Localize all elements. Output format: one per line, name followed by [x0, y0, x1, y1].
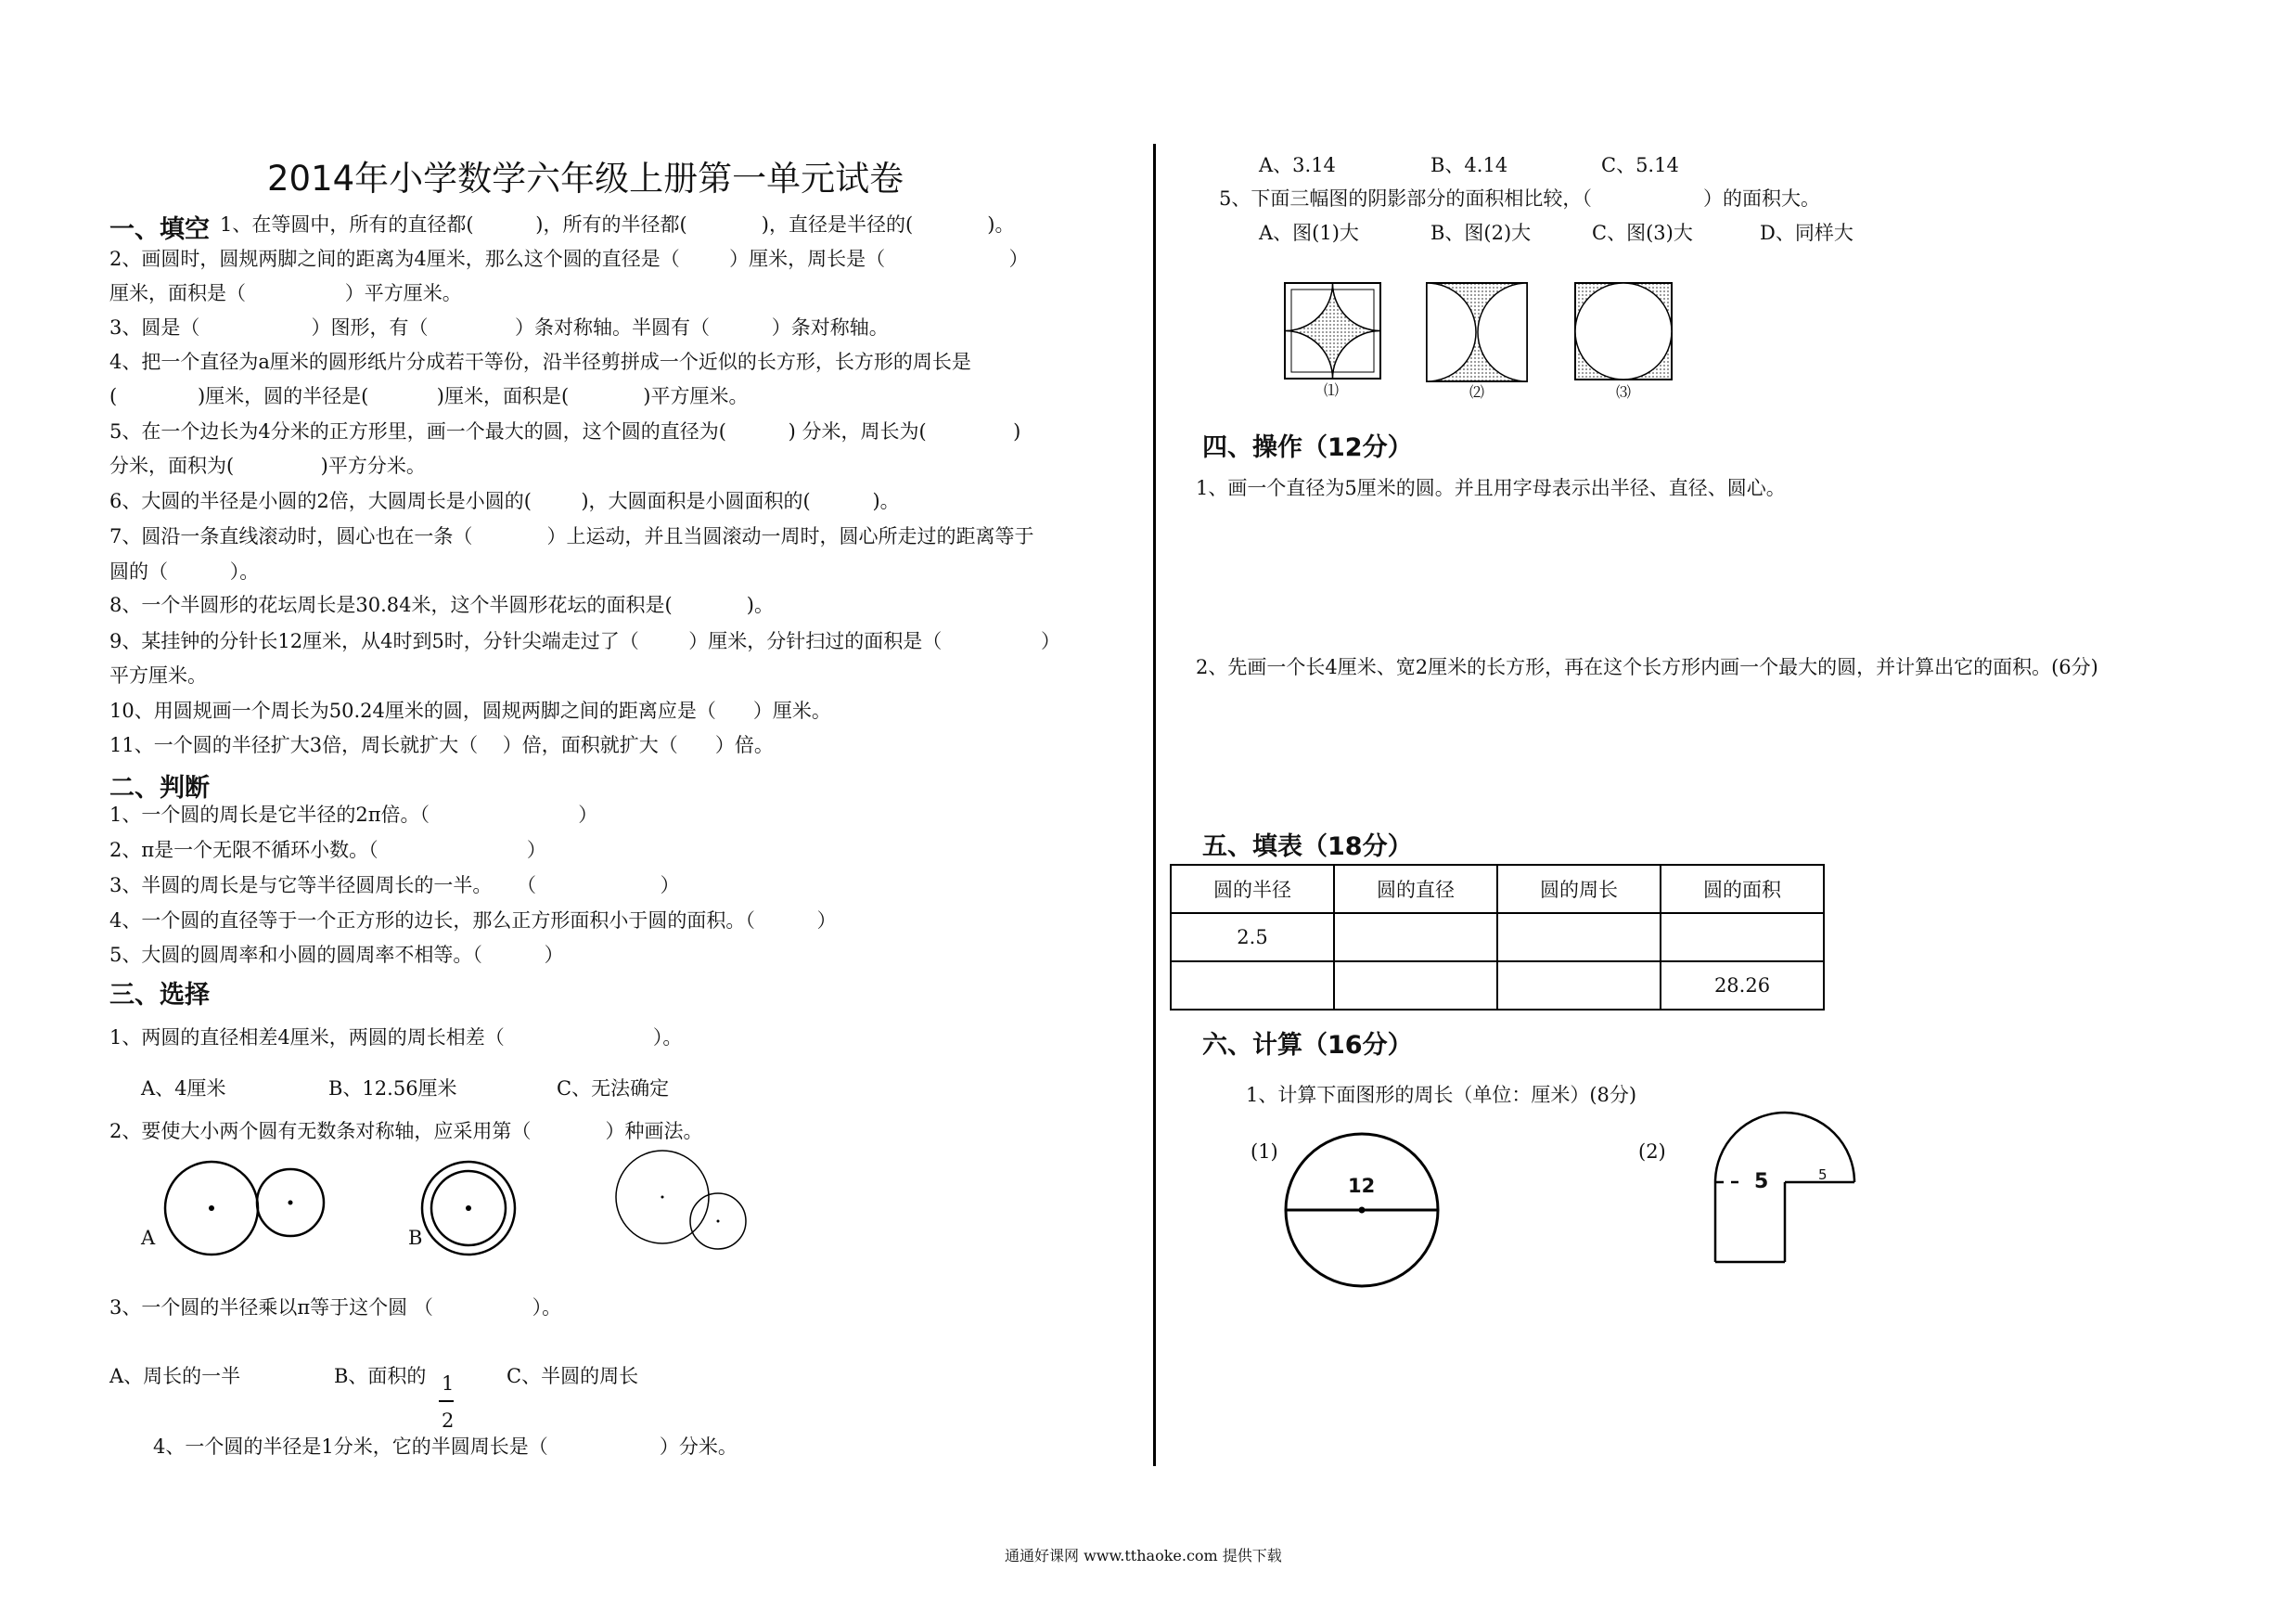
figure-2-label: ⑵	[1469, 383, 1485, 401]
judge-line-2: 2、π是一个无限不循环小数。（ ）	[109, 839, 546, 861]
operation-q2: 2、先画一个长4厘米、宽2厘米的长方形，再在这个长方形内画一个最大的圆，并计算出它的面积。(6分)	[1196, 656, 2098, 678]
choice-q5: 5、下面三幅图的阴影部分的面积相比较，（ ）的面积大。	[1219, 187, 1821, 210]
calc-figures	[1280, 1104, 1874, 1308]
judge-line-3: 3、半圆的周长是与它等半径圆周长的一半。 （ ）	[109, 874, 680, 896]
q5-option-a: A、图(1)大	[1259, 222, 1359, 244]
calc-compound-shape	[1715, 1113, 1854, 1262]
section-2-heading: 二、判断	[109, 774, 210, 803]
figure-1	[1285, 283, 1380, 379]
fill-line-8: 分米，面积为( )平方分米。	[109, 455, 426, 477]
table-header-cell: 圆的周长	[1497, 865, 1661, 913]
calc-figure-1-value: 12	[1348, 1175, 1376, 1197]
table-header-cell: 圆的直径	[1334, 865, 1497, 913]
judge-line-1: 1、一个圆的周长是它半径的2π倍。（ ）	[109, 804, 598, 826]
choice-q3: 3、一个圆的半径乘以π等于这个圆 （ ）。	[109, 1296, 562, 1319]
table-header-cell: 圆的半径	[1171, 865, 1334, 913]
table-cell	[1497, 961, 1661, 1010]
fill-line-11: 圆的（ ）。	[109, 560, 260, 583]
section-3-heading: 三、选择	[109, 981, 210, 1010]
section-6-heading: 六、计算（16分）	[1202, 1031, 1413, 1060]
choice-q2: 2、要使大小两个圆有无数条对称轴，应采用第（ ）种画法。	[109, 1120, 703, 1142]
shaded-figures	[1280, 278, 1679, 390]
q5-option-b: B、图(2)大	[1430, 222, 1532, 244]
choice-q1: 1、两圆的直径相差4厘米，两圆的周长相差（ ）。	[109, 1026, 683, 1049]
circle-drawings	[130, 1151, 649, 1262]
fill-line-16: 11、一个圆的半径扩大3倍，周长就扩大（ ）倍，面积就扩大（ ）倍。	[109, 734, 774, 756]
drawing-a	[165, 1162, 324, 1255]
fill-line-1: 1、在等圆中，所有的直径都( )，所有的半径都( )，直径是半径的( )。	[220, 213, 1015, 236]
calc-figure-2-label: (2)	[1638, 1140, 1666, 1163]
drawing-b	[422, 1162, 515, 1255]
table-cell	[1497, 913, 1661, 961]
calc-figure-2-value-a: 5	[1754, 1170, 1769, 1193]
drawing-b-label: B	[408, 1227, 423, 1249]
choice-q1-option-b: B、12.56厘米	[328, 1077, 457, 1100]
q5-option-d: D、同样大	[1760, 222, 1853, 244]
fill-line-4: 3、圆是（ ）图形，有（ ）条对称轴。半圆有（ ）条对称轴。	[109, 316, 889, 339]
operation-q1: 1、画一个直径为5厘米的圆。并且用字母表示出半径、直径、圆心。	[1196, 477, 1786, 499]
choice-q1-option-c: C、无法确定	[557, 1077, 670, 1100]
calc-figure-1-label: (1)	[1251, 1140, 1278, 1163]
table-cell: 2.5	[1171, 913, 1334, 961]
q5-option-c: C、图(3)大	[1592, 222, 1693, 244]
fraction-denominator: 2	[442, 1410, 455, 1432]
fraction-bar	[439, 1400, 454, 1402]
section-5-heading: 五、填表（18分）	[1202, 832, 1413, 861]
calc-circle	[1286, 1134, 1438, 1286]
fill-line-7: 5、在一个边长为4分米的正方形里，画一个最大的圆，这个圆的直径为( ) 分米，周长为( )	[109, 420, 1021, 443]
choice-q4: 4、一个圆的半径是1分米，它的半圆周长是（ ）分米。	[153, 1435, 738, 1458]
column-divider	[1153, 144, 1156, 1466]
fill-line-6: ( )厘米，圆的半径是( )厘米，面积是( )平方厘米。	[109, 385, 749, 407]
judge-line-4: 4、一个圆的直径等于一个正方形的边长，那么正方形面积小于圆的面积。（ ）	[109, 909, 837, 932]
fill-line-12: 8、一个半圆形的花坛周长是30.84米，这个半圆形花坛的面积是( )。	[109, 594, 774, 616]
fill-line-15: 10、用圆规画一个周长为50.24厘米的圆，圆规两脚之间的距离应是（ ）厘米。	[109, 700, 831, 722]
fill-line-10: 7、圆沿一条直线滚动时，圆心也在一条（ ）上运动，并且当圆滚动一周时，圆心所走过的距离等于	[109, 525, 1034, 547]
q4-option-b: B、4.14	[1430, 154, 1508, 176]
section-4-heading: 四、操作（12分）	[1202, 433, 1413, 462]
q4-option-c: C、5.14	[1601, 154, 1679, 176]
figure-3-label: ⑶	[1616, 383, 1632, 401]
calc-q1: 1、计算下面图形的周长（单位：厘米）(8分)	[1246, 1084, 1637, 1106]
fill-line-5: 4、把一个直径为a厘米的圆形纸片分成若干等份，沿半径剪拼成一个近似的长方形，长方形的周长是	[109, 351, 971, 373]
calc-figure-2-value-b: 5	[1818, 1166, 1828, 1183]
fill-line-13: 9、某挂钟的分针长12厘米，从4时到5时，分针尖端走过了（ ）厘米，分针扫过的面积是（ ）	[109, 630, 1061, 652]
page-title: 2014年小学数学六年级上册第一单元试卷	[267, 159, 904, 199]
table-cell	[1661, 913, 1824, 961]
q4-option-a: A、3.14	[1259, 154, 1336, 176]
judge-line-5: 5、大圆的圆周率和小圆的圆周率不相等。（ ）	[109, 944, 564, 966]
fill-line-2: 2、画圆时，圆规两脚之间的距离为4厘米，那么这个圆的直径是（ ）厘米，周长是（ ）	[109, 248, 1029, 270]
choice-q3-option-c: C、半圆的周长	[507, 1365, 639, 1387]
fraction-numerator: 1	[442, 1372, 455, 1395]
fill-line-3: 厘米，面积是（ ）平方厘米。	[109, 282, 462, 304]
table-row	[1171, 961, 1824, 1010]
table-header-cell: 圆的面积	[1661, 865, 1824, 913]
choice-q3-option-a: A、周长的一半	[109, 1365, 241, 1387]
choice-q1-option-a: A、4厘米	[141, 1077, 226, 1100]
choice-q3-option-b: B、面积的	[334, 1365, 427, 1387]
section-1-heading: 一、填空	[109, 215, 210, 244]
table-cell	[1334, 913, 1497, 961]
figure-3	[1575, 283, 1672, 380]
table-header-row	[1171, 865, 1824, 913]
figure-2	[1427, 283, 1527, 381]
drawing-c	[616, 1151, 746, 1249]
figure-1-label: ⑴	[1324, 381, 1340, 399]
footer-credit: 通通好课网 www.tthaoke.com 提供下载	[1005, 1547, 1282, 1564]
fill-line-14: 平方厘米。	[109, 664, 207, 687]
fill-line-9: 6、大圆的半径是小圆的2倍，大圆周长是小圆的( )，大圆面积是小圆面积的( )。	[109, 490, 900, 512]
fill-table	[1170, 864, 1825, 1011]
table-cell: 28.26	[1661, 961, 1824, 1010]
table-cell	[1334, 961, 1497, 1010]
drawing-a-label: A	[141, 1227, 156, 1249]
table-cell	[1171, 961, 1334, 1010]
table-row	[1171, 913, 1824, 961]
